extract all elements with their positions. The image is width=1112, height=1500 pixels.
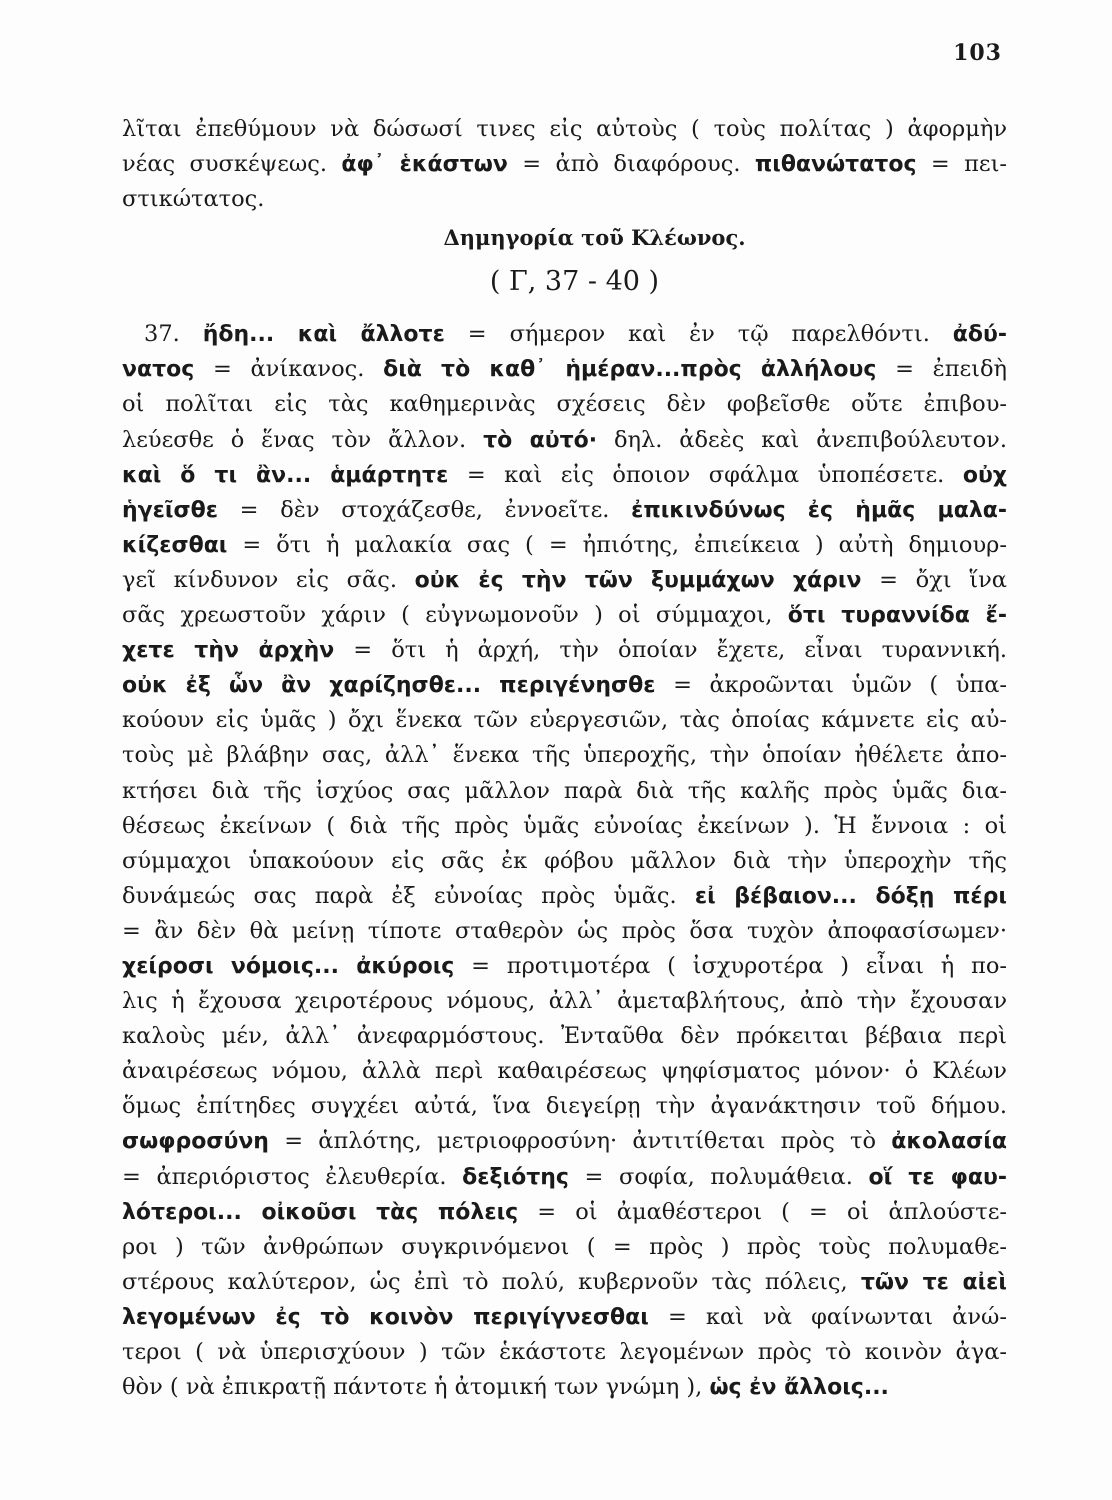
lemma: τῶν τε αἰεὶ	[860, 1269, 1007, 1295]
text-line	[122, 1195, 1007, 1230]
gloss-text: θέσεως ἐκείνων ( διὰ τῆς πρὸς ὑμᾶς εὐνοίας ἐκείνων ). Ἡ ἔννοια : οἱ	[122, 812, 1007, 839]
text-line	[122, 182, 1007, 217]
text-line	[122, 1265, 1007, 1300]
text-line	[122, 352, 1007, 387]
gloss-text: λῖται ἐπεθύμουν νὰ δώσωσί τινες εἰς αὐτοὺς ( τοὺς πολίτας ) ἀφορμὴν	[122, 116, 1007, 142]
lemma: σωφροσύνη	[122, 1129, 269, 1155]
text-line	[122, 528, 1007, 563]
text-line	[122, 844, 1007, 879]
gloss-text: δηλ. ἀδεὲς καὶ ἀνεπιβούλευτον.	[597, 426, 1007, 453]
text-line	[122, 1124, 1007, 1159]
text-line	[122, 1230, 1007, 1265]
lemma: ἀδύ-	[952, 322, 1008, 348]
text-line	[122, 809, 1007, 844]
lemma: πιθανώτατος	[754, 152, 917, 178]
gloss-text: κούουν εἰς ὑμᾶς ) ὄχι ἕνεκα τῶν εὐεργεσιῶν, τὰς ὁποίας κάμνετε εἰς αὐ-	[122, 707, 1007, 734]
text-line	[122, 668, 1007, 703]
gloss-text: ροι ) τῶν ἀνθρώπων συγκρινόμενοι ( = πρὸς ) πρὸς τοὺς πολυμαθε-	[122, 1233, 1007, 1260]
lemma: λότεροι... οἰκοῦσι τὰς πόλεις	[122, 1199, 519, 1225]
section-reference: ( Γ, 37 - 40 )	[489, 266, 660, 298]
intro-paragraph	[122, 112, 1007, 217]
text-line	[122, 1300, 1007, 1335]
text-line	[122, 1054, 1007, 1089]
lemma: ἤδη... καὶ ἄλλοτε	[202, 322, 445, 348]
text-line	[122, 1370, 1007, 1405]
gloss-text: γεῖ κίνδυνον εἰς σᾶς.	[122, 566, 415, 593]
lemma: οἵ τε φαυ-	[868, 1164, 1007, 1190]
text-line	[122, 949, 1007, 984]
text-line	[122, 423, 1007, 458]
text-line	[122, 703, 1007, 738]
gloss-text: = ἐπειδὴ	[876, 356, 1007, 383]
text-line	[122, 1160, 1007, 1195]
commentary-paragraph	[122, 317, 1007, 1405]
gloss-text: = καὶ εἰς ὁποιον σφάλμα ὑποπέσετε.	[448, 461, 963, 488]
gloss-text: = ἀκροῶνται ὑμῶν ( ὑπα-	[655, 672, 1008, 699]
gloss-text: θὸν ( νὰ ἐπικρατῇ πάντοτε ἡ ἀτομική των γνώμη ),	[122, 1374, 710, 1401]
gloss-text: τοὺς μὲ βλάβην σας, ἀλλ᾽ ἕνεκα τῆς ὑπεροχῆς, τὴν ὁποίαν ἠθέλετε ἀπο-	[122, 742, 1007, 769]
gloss-text: = ἁπλότης, μετριοφροσύνη· ἀντιτίθεται πρὸς τὸ	[268, 1128, 892, 1155]
gloss-text: = οἱ ἀμαθέστεροι ( = οἱ ἁπλούστε-	[518, 1198, 1008, 1225]
lemma: ὅτι τυραννίδα ἔ-	[787, 603, 1007, 629]
gloss-text: = προτιμοτέρα ( ἰσχυροτέρα ) εἶναι ἡ πο-	[454, 952, 1007, 979]
gloss-text: λις ἡ ἔχουσα χειροτέρους νόμους, ἀλλ᾽ ἀμεταβλήτους, ἀπὸ τὴν ἔχουσαν	[122, 988, 1007, 1015]
lemma: ἀκολασία	[891, 1129, 1007, 1155]
gloss-text: στικώτατος.	[122, 186, 265, 213]
gloss-text: δυνάμεώς σας παρὰ ἐξ εὐνοίας πρὸς ὑμᾶς.	[122, 882, 695, 909]
gloss-text: τεροι ( νὰ ὑπερισχύουν ) τῶν ἑκάστοτε λεγομένων πρὸς τὸ κοινὸν ἀγα-	[122, 1339, 1007, 1365]
gloss-text: = ὅτι ἡ ἀρχή, τὴν ὁποίαν ἔχετε, εἶναι τυραννική.	[334, 637, 1007, 664]
gloss-text: οἱ πολῖται εἰς τὰς καθημερινὰς σχέσεις δὲν φοβεῖσθε οὔτε ἐπιβου-	[122, 391, 1007, 418]
text-line	[122, 112, 1007, 147]
text-line	[122, 774, 1007, 809]
gloss-text: κτήσει διὰ τῆς ἰσχύος σας μᾶλλον παρὰ διὰ τῆς καλῆς πρὸς ὑμᾶς δια-	[122, 777, 1007, 804]
gloss-text: λεύεσθε ὁ ἕνας τὸν ἄλλον.	[122, 426, 484, 453]
lemma: ἡγεῖσθε	[122, 497, 218, 523]
gloss-text: = ἀνίκανος.	[194, 356, 384, 383]
gloss-text: = σήμερον καὶ ἐν τῷ παρελθόντι.	[444, 321, 953, 348]
lemma: καὶ ὅ τι ἂν... ἁμάρτητε	[122, 462, 449, 488]
lemma: νατος	[122, 357, 195, 383]
text-line	[122, 1335, 1007, 1370]
gloss-text: καλοὺς μέν, ἀλλ᾽ ἀνεφαρμόστους. Ἐνταῦθα δὲν πρόκειται βέβαια περὶ	[122, 1023, 1007, 1050]
lemma: οὐχ	[962, 462, 1007, 488]
gloss-text: ἀναιρέσεως νόμου, ἀλλὰ περὶ καθαιρέσεως ψηφίσματος μόνον· ὁ Κλέων	[122, 1058, 1007, 1085]
gloss-text: ὅμως ἐπίτηδες συγχέει αὐτά, ἵνα διεγείρῃ τὴν ἀγανάκτησιν τοῦ δήμου.	[122, 1093, 1007, 1120]
gloss-text: νέας συσκέψεως.	[122, 151, 342, 178]
text-line	[122, 1089, 1007, 1124]
text-line	[122, 633, 1007, 668]
lemma: διὰ τὸ καθ᾽ ἡμέραν...πρὸς ἀλλήλους	[383, 357, 877, 383]
gloss-text: σύμμαχοι ὑπακούουν εἰς σᾶς ἐκ φόβου μᾶλλον διὰ τὴν ὑπεροχὴν τῆς	[122, 847, 1007, 874]
text-line	[122, 563, 1007, 598]
gloss-text: 37.	[144, 321, 203, 348]
lemma: λεγομένων ἐς τὸ κοινὸν περιγίγνεσθαι	[122, 1304, 649, 1330]
lemma: εἰ βέβαιον... δόξῃ πέρι	[694, 883, 1008, 909]
text-line	[122, 317, 1007, 352]
text-line	[122, 879, 1007, 914]
lemma: ὡς ἐν ἄλλοις...	[709, 1375, 889, 1401]
text-line	[122, 984, 1007, 1019]
lemma: χείροσι νόμοις... ἀκύροις	[122, 953, 455, 979]
gloss-text: = ἂν δὲν θὰ μείνῃ τίποτε σταθερὸν ὡς πρὸς ὅσα τυχὸν ἀποφασίσωμεν·	[122, 917, 1007, 944]
lemma: δεξιότης	[462, 1164, 569, 1190]
text-line	[122, 914, 1007, 949]
section-heading: Δημηγορία τοῦ Κλέωνος.	[443, 225, 746, 251]
lemma: ἀφ᾽ ἑκάστων	[341, 152, 508, 178]
lemma: χετε τὴν ἀρχὴν	[122, 638, 335, 664]
text-line	[122, 598, 1007, 633]
gloss-text: = πει-	[916, 151, 1007, 178]
lemma: οὐκ ἐς τὴν τῶν ξυμμάχων χάριν	[414, 567, 862, 593]
gloss-text: = σοφία, πολυμάθεια.	[568, 1163, 869, 1190]
lemma: ἐπικινδύνως ἐς ἡμᾶς μαλα-	[631, 497, 1007, 523]
gloss-text: στέρους καλύτερον, ὡς ἐπὶ τὸ πολύ, κυβερνοῦν τὰς πόλεις,	[122, 1268, 861, 1295]
lemma: κίζεσθαι	[122, 532, 228, 558]
gloss-text: = ἀπὸ διαφόρους.	[507, 151, 755, 178]
text-line	[122, 1019, 1007, 1054]
page-number: 103	[953, 40, 1002, 66]
text-line	[122, 738, 1007, 773]
lemma: οὐκ ἐξ ὧν ἂν χαρίζησθε... περιγένησθε	[122, 673, 656, 699]
text-line	[122, 147, 1007, 182]
gloss-text: σᾶς χρεωστοῦν χάριν ( εὐγνωμονοῦν ) οἱ σύμμαχοι,	[122, 602, 788, 629]
text-line	[122, 458, 1007, 493]
page-body	[122, 112, 1007, 1405]
gloss-text: = δὲν στοχάζεσθε, ἐννοεῖτε.	[217, 496, 632, 523]
gloss-text: = ἀπεριόριστος ἐλευθερία.	[122, 1163, 463, 1190]
gloss-text: = ὅτι ἡ μαλακία σας ( = ἠπιότης, ἐπιείκεια ) αὐτὴ δημιουρ-	[227, 531, 1007, 558]
lemma: τὸ αὐτό·	[483, 427, 598, 453]
gloss-text: = ὄχι ἵνα	[861, 566, 1007, 593]
text-line	[122, 387, 1007, 422]
gloss-text: = καὶ νὰ φαίνωνται ἀνώ-	[648, 1303, 1007, 1330]
text-line	[122, 493, 1007, 528]
